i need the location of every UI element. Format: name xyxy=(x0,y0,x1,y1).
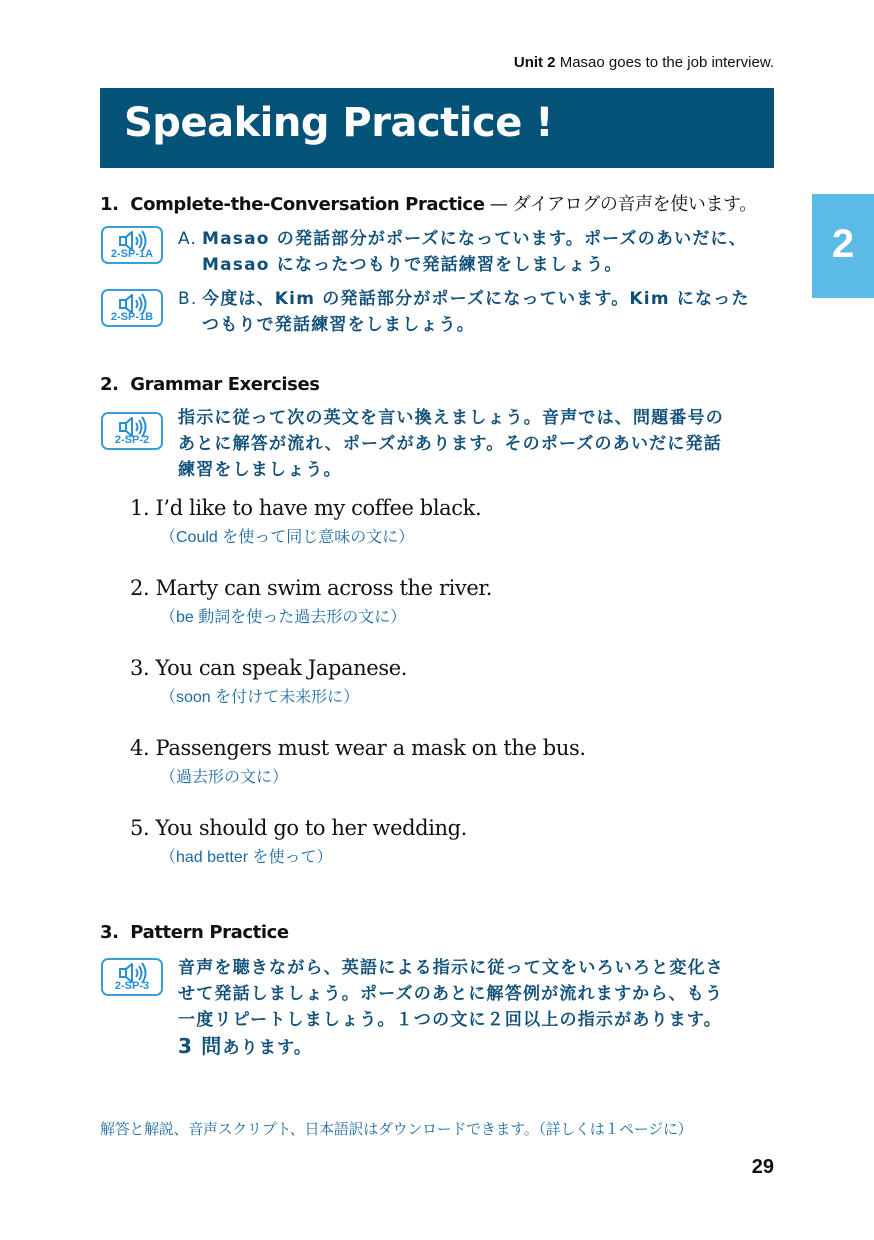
page-number: 29 xyxy=(751,1156,774,1178)
section-1-item-b-label: B. xyxy=(178,289,198,309)
chapter-tab xyxy=(812,194,874,298)
exercise-5 xyxy=(130,816,467,840)
exercise-number: 4. xyxy=(130,736,150,760)
running-header xyxy=(514,54,774,71)
section-2-instruction-line-1: 指示に従って次の英文を言い換えましょう。音声では、問題番号の xyxy=(178,408,724,428)
title-banner xyxy=(100,88,774,168)
exercise-1 xyxy=(130,496,481,520)
section-1-item-b-line-1: 今度は、Kim の発話部分がポーズになっています。Kim になった xyxy=(202,289,750,309)
section-1-item-b-line-2: つもりで発話練習をしましょう。 xyxy=(202,315,475,335)
section-2-number: 2. xyxy=(100,374,119,395)
audio-code-label: 2-SP-1A xyxy=(110,248,154,260)
exercise-number: 5. xyxy=(130,816,150,840)
section-2-instruction-line-2: あとに解答が流れ、ポーズがあります。そのポーズのあいだに発話 xyxy=(178,434,722,454)
section-2-heading xyxy=(100,374,320,395)
section-2-instruction-line-3: 練習をしましょう。 xyxy=(178,460,342,480)
section-1-title: Complete-the-Conversation Practice xyxy=(130,194,485,215)
exercise-2 xyxy=(130,576,492,600)
exercise-5-hint: （had better を使って） xyxy=(160,849,333,866)
download-note: 解答と解説、音声スクリプト、日本語訳はダウンロードできます。（詳しくは１ページに） xyxy=(100,1120,693,1138)
unit-title: Masao goes to the job interview. xyxy=(559,54,774,71)
exercise-sentence: Marty can swim across the river. xyxy=(155,576,493,600)
section-1-heading xyxy=(100,190,757,216)
exercise-2-hint: （be 動詞を使った過去形の文に） xyxy=(160,609,407,626)
section-3-heading xyxy=(100,922,289,943)
section-3-title: Pattern Practice xyxy=(130,922,289,943)
exercise-sentence: Passengers must wear a mask on the bus. xyxy=(155,736,586,760)
exercise-sentence: You should go to her wedding. xyxy=(155,816,467,840)
section-1-item-a-line-2: Masao になったつもりで発話練習をしましょう。 xyxy=(202,255,623,275)
section-1-item-a-label: A. xyxy=(178,229,198,249)
audio-track-2-sp-1b[interactable] xyxy=(101,289,163,327)
section-1-number: 1. xyxy=(100,194,119,215)
exercise-sentence: You can speak Japanese. xyxy=(155,656,407,680)
audio-code-label: 2-SP-3 xyxy=(114,980,150,992)
exercise-sentence: I’d like to have my coffee black. xyxy=(155,496,482,520)
question-count-number: 3 問 xyxy=(178,1034,223,1058)
exercise-3-hint: （soon を付けて未来形に） xyxy=(160,689,360,706)
audio-code-label: 2-SP-2 xyxy=(114,434,150,446)
exercise-1-hint: （Could を使って同じ意味の文に） xyxy=(160,529,415,546)
unit-label: Unit 2 xyxy=(513,54,556,71)
chapter-tab-number: 2 xyxy=(831,222,855,266)
section-3-instruction-line-1: 音声を聴きながら、英語による指示に従って文をいろいろと変化さ xyxy=(178,958,724,978)
exercise-number: 3. xyxy=(130,656,150,680)
exercise-number: 2. xyxy=(130,576,150,600)
section-1-item-a-line-1: Masao の発話部分がポーズになっています。ポーズのあいだに、 xyxy=(202,229,747,249)
audio-track-2-sp-2[interactable] xyxy=(101,412,163,450)
audio-code-label: 2-SP-1B xyxy=(110,311,154,323)
page-title: Speaking Practice ! xyxy=(124,100,553,146)
section-3-question-count xyxy=(178,1033,312,1061)
question-count-suffix: あります。 xyxy=(222,1038,313,1058)
audio-track-2-sp-3[interactable] xyxy=(101,958,163,996)
exercise-4-hint: （過去形の文に） xyxy=(160,769,289,786)
section-3-instruction-line-2: せて発話しましょう。ポーズのあとに解答例が流れますから、もう xyxy=(178,984,724,1004)
section-3-instruction-line-3: 一度リピートしましょう。１つの文に２回以上の指示があります。 xyxy=(178,1010,722,1030)
section-1-title-suffix: — ダイアログの音声を使います。 xyxy=(484,194,757,215)
exercise-3 xyxy=(130,656,407,680)
exercise-number: 1. xyxy=(130,496,150,520)
section-3-number: 3. xyxy=(100,922,119,943)
exercise-4 xyxy=(130,736,586,760)
audio-track-2-sp-1a[interactable] xyxy=(101,226,163,264)
section-2-title: Grammar Exercises xyxy=(130,374,320,395)
